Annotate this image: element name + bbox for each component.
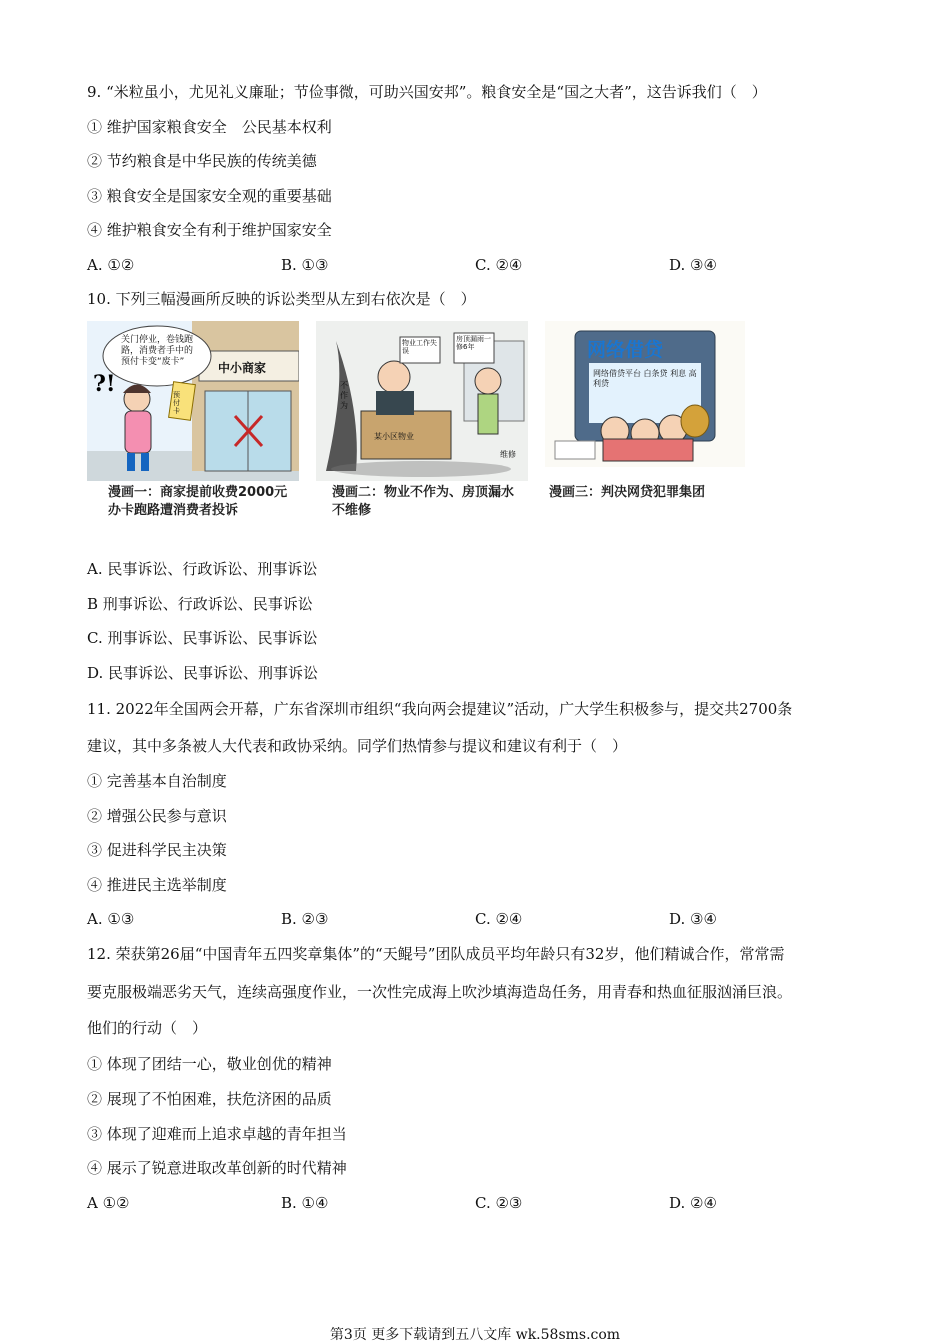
q10-option-d[interactable]: D. 民事诉讼、民事诉讼、刑事诉讼: [87, 664, 319, 682]
q11-option-b[interactable]: B. ②③: [281, 910, 329, 928]
q11-item-4: ④ 推进民主选举制度: [87, 876, 227, 894]
q12-stem-line-2: 要克服极端恶劣天气，连续高强度作业，一次性完成海上吹沙填海造岛任务，用青春和热血征服汹涌巨浪。: [87, 983, 793, 1001]
cartoon-2: [316, 321, 528, 481]
q12-item-1: ① 体现了团结一心，敬业创优的精神: [87, 1055, 332, 1073]
q11-stem-line-1: 11. 2022年全国两会开幕，广东省深圳市组织“我向两会提建议”活动，广大学生积极参与，提交共2700条: [87, 700, 793, 718]
cartoon-2-side-label: 不作为: [340, 381, 348, 410]
q12-option-a[interactable]: A ①②: [87, 1194, 130, 1212]
q12-option-d[interactable]: D. ②④: [669, 1194, 717, 1212]
q11-option-c[interactable]: C. ②④: [475, 910, 523, 928]
q12-option-b[interactable]: B. ①④: [281, 1194, 329, 1212]
q11-option-a[interactable]: A. ①③: [87, 910, 135, 928]
cartoon-1-bubble: 关门停业，卷钱跑路，消费者手中的预付卡变“废卡”: [121, 335, 194, 367]
q9-item-3: ③ 粮食安全是国家安全观的重要基础: [87, 187, 332, 205]
cartoon-2-paper-2: 房顶漏雨一修6年: [456, 335, 491, 351]
q11-item-3: ③ 促进科学民主决策: [87, 841, 227, 859]
cartoon-3-screen-text: 网络借贷平台 白条贷 利息 高利贷: [593, 369, 697, 388]
cartoon-1-caption: 漫画一：商家提前收费2000元办卡跑路遭消费者投诉: [108, 485, 288, 518]
q9-option-a[interactable]: A. ①②: [87, 256, 135, 274]
svg-text:?!: ?!: [93, 371, 116, 397]
q9-option-b[interactable]: B. ①③: [281, 256, 329, 274]
q9-item-2: ② 节约粮食是中华民族的传统美德: [87, 152, 317, 170]
cartoon-3-title: 网络借贷: [587, 339, 664, 361]
cartoon-1-shop-sign: 中小商家: [218, 361, 267, 375]
cartoon-1-card: 预付卡: [173, 391, 180, 415]
q12-item-2: ② 展现了不怕困难，扶危济困的品质: [87, 1090, 332, 1108]
q12-stem-line-3: 他们的行动（ ）: [87, 1019, 208, 1037]
q11-item-2: ② 增强公民参与意识: [87, 807, 227, 825]
cartoon-3: [545, 321, 745, 467]
q11-stem-line-2: 建议，其中多条被人大代表和政协采纳。同学们热情参与提议和建议有利于（ ）: [87, 737, 628, 755]
q9-option-d[interactable]: D. ③④: [669, 256, 717, 274]
cartoon-2-caption: 漫画二：物业不作为、房顶漏水不维修: [332, 485, 515, 518]
cartoon-2-paper-1: 物业工作失误: [402, 339, 437, 355]
q12-item-3: ③ 体现了迎难而上追求卓越的青年担当: [87, 1125, 347, 1143]
q12-option-c[interactable]: C. ②③: [475, 1194, 523, 1212]
q9-item-4: ④ 维护粮食安全有利于维护国家安全: [87, 221, 332, 239]
cartoon-2-note: 维修: [500, 450, 516, 459]
cartoon-2-desk-label: 某小区物业: [374, 432, 414, 441]
q10-option-a[interactable]: A. 民事诉讼、行政诉讼、刑事诉讼: [87, 560, 318, 578]
q12-item-4: ④ 展示了锐意进取改革创新的时代精神: [87, 1159, 347, 1177]
q12-stem-line-1: 12. 荣获第26届“中国青年五四奖章集体”的“天鲲号”团队成员平均年龄只有32岁，他们精诚合作，常常需: [87, 945, 785, 963]
q9-option-c[interactable]: C. ②④: [475, 256, 523, 274]
q9-stem: 9. “米粒虽小，尤见礼义廉耻；节俭事微，可助兴国安邦”。粮食安全是“国之大者”，这告诉我们（ ）: [87, 83, 767, 101]
q10-option-c[interactable]: C. 刑事诉讼、民事诉讼、民事诉讼: [87, 629, 318, 647]
q10-stem: 10. 下列三幅漫画所反映的诉讼类型从左到右依次是（ ）: [87, 290, 476, 308]
q10-option-b[interactable]: B 刑事诉讼、行政诉讼、民事诉讼: [87, 595, 313, 613]
q11-item-1: ① 完善基本自治制度: [87, 772, 227, 790]
q11-option-d[interactable]: D. ③④: [669, 910, 717, 928]
q9-item-1: ① 维护国家粮食安全 公民基本权利: [87, 118, 332, 136]
page-footer: 第3页 更多下载请到五八文库 wk.58sms.com: [329, 1327, 621, 1343]
cartoon-1: [87, 321, 299, 481]
cartoon-3-caption: 漫画三：判决网贷犯罪集团: [549, 485, 706, 500]
